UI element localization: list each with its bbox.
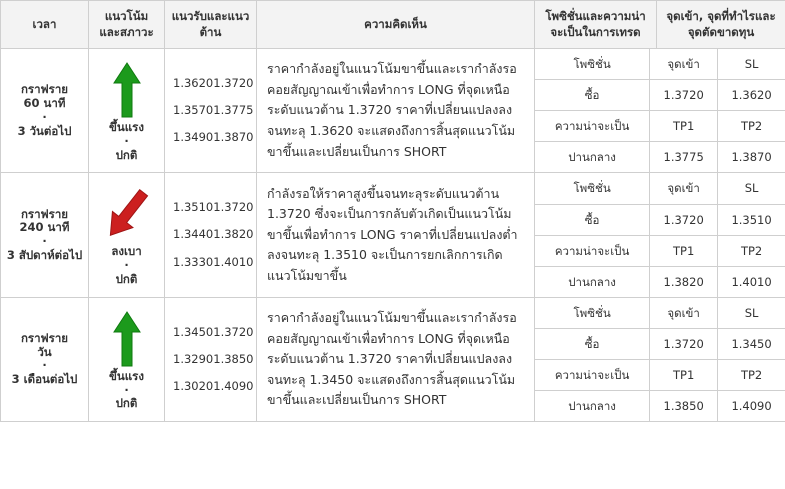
position-label: โพซิชั่น xyxy=(535,49,650,80)
trend-cell xyxy=(89,173,165,297)
probability-value: ปานกลาง xyxy=(535,142,650,173)
sl-value: 1.3450 xyxy=(718,328,785,359)
trend-state: ปกติ xyxy=(115,396,138,411)
probability-value: ปานกลาง xyxy=(535,266,650,297)
timeframe-line: 240 นาที xyxy=(19,220,70,235)
support-value: 1.3020 xyxy=(173,379,214,394)
timeframe-line: วัน xyxy=(37,344,52,359)
support-value: 1.3620 xyxy=(173,75,214,90)
tp2-label: TP2 xyxy=(718,359,785,390)
table-body xyxy=(1,49,785,422)
trend-separator: · xyxy=(124,382,129,397)
header-position: โพซิชั่นและความน่าจะเป็นในการเทรด xyxy=(535,1,657,49)
levels-row xyxy=(173,97,254,124)
header-time: เวลา xyxy=(1,1,89,49)
trend-separator: · xyxy=(124,258,129,273)
up-arrow-icon xyxy=(93,308,160,370)
sl-label: SL xyxy=(718,173,785,204)
signals-cell xyxy=(535,49,785,173)
table-row xyxy=(1,49,785,173)
levels-row xyxy=(173,221,254,248)
entry-label: จุดเข้า xyxy=(650,298,718,329)
table-row xyxy=(1,297,785,421)
tp1-label: TP1 xyxy=(650,235,718,266)
entry-label: จุดเข้า xyxy=(650,173,718,204)
timeframe-cell xyxy=(1,173,89,297)
resistance-value: 1.4010 xyxy=(213,254,254,269)
levels-row xyxy=(173,319,254,346)
sl-label: SL xyxy=(718,298,785,329)
support-value: 1.3450 xyxy=(173,324,214,339)
tp1-label: TP1 xyxy=(650,111,718,142)
trend-state: ปกติ xyxy=(115,271,138,286)
table-header xyxy=(1,1,785,49)
levels-row xyxy=(173,346,254,373)
entry-label: จุดเข้า xyxy=(650,49,718,80)
levels-cell xyxy=(165,49,257,173)
trend-words xyxy=(93,370,160,411)
signals-row xyxy=(535,142,785,173)
entry-value: 1.3720 xyxy=(650,328,718,359)
table-row xyxy=(1,173,785,297)
signals-table xyxy=(535,49,785,172)
resistance-value: 1.3720 xyxy=(213,324,254,339)
levels-cell xyxy=(165,173,257,297)
timeframe-cell xyxy=(1,49,89,173)
comment-cell: ราคากำลังอยู่ในแนวโน้มขาขึ้นและเรากำลังรอคอยสัญญาณเข้าเพื่อทำการ LONG ที่จุดเหนือระดับแนวต้าน 1.3720 ราคาที่เปลี่ยนแปลงลงจนทะลุ 1.3450 จะแสดงถึงการสิ้นสุดแนวโน้มขาขึ้นและเปลี่ยนเป็นการ SHORT xyxy=(257,297,535,421)
trend-cell xyxy=(89,297,165,421)
support-value: 1.3570 xyxy=(173,103,214,118)
signals-row xyxy=(535,359,785,390)
sl-label: SL xyxy=(718,49,785,80)
tp1-value: 1.3775 xyxy=(650,142,718,173)
support-value: 1.3510 xyxy=(173,200,214,215)
signals-row xyxy=(535,235,785,266)
tp2-value: 1.4010 xyxy=(718,266,785,297)
timeframe-line: กราฟราย xyxy=(20,330,69,345)
probability-value: ปานกลาง xyxy=(535,391,650,422)
trend-separator: · xyxy=(124,133,129,148)
signals-table xyxy=(535,173,785,296)
probability-label: ความน่าจะเป็น xyxy=(535,235,650,266)
header-trend: แนวโน้มและสภาวะ xyxy=(89,1,165,49)
signals-row xyxy=(535,391,785,422)
support-value: 1.3290 xyxy=(173,351,214,366)
resistance-value: 1.3820 xyxy=(213,227,254,242)
timeframe-horizon: 3 เดือนต่อไป xyxy=(11,372,78,387)
signals-row xyxy=(535,49,785,80)
signals-row xyxy=(535,173,785,204)
timeframe-line: กราฟราย xyxy=(20,206,69,221)
comment-cell: กำลังรอให้ราคาสูงขึ้นจนทะลุระดับแนวต้าน 1.3720 ซึ่งจะเป็นการกลับตัวเกิดเป็นแนวโน้มขาขึ้นเพื่อทำการ LONG ราคาที่เปลี่ยนแปลงต่ำลงจนทะลุ 1.3510 จะเป็นการยกเลิกการเกิดแนวโน้มขาขึ้น xyxy=(257,173,535,297)
levels-row xyxy=(173,70,254,97)
signals-row xyxy=(535,328,785,359)
support-value: 1.3490 xyxy=(173,130,214,145)
timeframe-separator: · xyxy=(42,109,47,124)
resistance-value: 1.3775 xyxy=(213,103,254,118)
resistance-value: 1.4090 xyxy=(213,379,254,394)
comment-cell: ราคากำลังอยู่ในแนวโน้มขาขึ้นและเรากำลังรอคอยสัญญาณเข้าเพื่อทำการ LONG ที่จุดเหนือระดับแนวต้าน 1.3720 ราคาที่เปลี่ยนแปลงลงจนทะลุ 1.3620 จะแสดงถึงการสิ้นสุดแนวโน้มขาขึ้นและเปลี่ยนเป็นการ SHORT xyxy=(257,49,535,173)
timeframe-line: กราฟราย xyxy=(20,82,69,97)
down-arrow-icon xyxy=(93,183,160,245)
position-value: ซื้อ xyxy=(535,204,650,235)
support-value: 1.3440 xyxy=(173,227,214,242)
trend-words xyxy=(93,245,160,286)
header-levels: แนวรับและแนวต้าน xyxy=(165,1,257,49)
signals-table xyxy=(535,298,785,421)
levels-row xyxy=(173,249,254,276)
signals-row xyxy=(535,80,785,111)
header-entry-tp-sl: จุดเข้า, จุดที่ทำไรและจุดตัดขาดทุน xyxy=(657,1,785,49)
probability-label: ความน่าจะเป็น xyxy=(535,359,650,390)
sl-value: 1.3620 xyxy=(718,80,785,111)
trend-words xyxy=(93,121,160,162)
entry-value: 1.3720 xyxy=(650,80,718,111)
tp2-label: TP2 xyxy=(718,235,785,266)
levels-row xyxy=(173,124,254,151)
position-label: โพซิชั่น xyxy=(535,298,650,329)
levels-cell xyxy=(165,297,257,421)
timeframe-horizon: 3 สัปดาห์ต่อไป xyxy=(6,247,83,262)
resistance-value: 1.3720 xyxy=(213,200,254,215)
header-comment: ความคิดเห็น xyxy=(257,1,535,49)
signals-row xyxy=(535,111,785,142)
position-value: ซื้อ xyxy=(535,328,650,359)
signals-cell xyxy=(535,297,785,421)
trend-cell xyxy=(89,49,165,173)
up-arrow-icon xyxy=(93,59,160,121)
tp2-label: TP2 xyxy=(718,111,785,142)
signals-row xyxy=(535,298,785,329)
signals-row xyxy=(535,204,785,235)
timeframe-cell xyxy=(1,297,89,421)
sl-value: 1.3510 xyxy=(718,204,785,235)
timeframe-line: 60 นาที xyxy=(23,95,66,110)
signals-cell xyxy=(535,173,785,297)
signals-row xyxy=(535,266,785,297)
header-row xyxy=(1,1,785,49)
position-value: ซื้อ xyxy=(535,80,650,111)
support-value: 1.3330 xyxy=(173,254,214,269)
entry-value: 1.3720 xyxy=(650,204,718,235)
resistance-value: 1.3720 xyxy=(213,75,254,90)
probability-label: ความน่าจะเป็น xyxy=(535,111,650,142)
timeframe-horizon: 3 วันต่อไป xyxy=(17,123,72,138)
tp2-value: 1.4090 xyxy=(718,391,785,422)
trend-state: ปกติ xyxy=(115,147,138,162)
position-label: โพซิชั่น xyxy=(535,173,650,204)
levels-row xyxy=(173,373,254,400)
tp2-value: 1.3870 xyxy=(718,142,785,173)
timeframe-separator: · xyxy=(42,358,47,373)
tp1-value: 1.3850 xyxy=(650,391,718,422)
tp1-value: 1.3820 xyxy=(650,266,718,297)
trend-strength: ลงเบา xyxy=(111,244,142,259)
timeframe-separator: · xyxy=(42,234,47,249)
resistance-value: 1.3850 xyxy=(213,351,254,366)
resistance-value: 1.3870 xyxy=(213,130,254,145)
tp1-label: TP1 xyxy=(650,359,718,390)
trend-strength: ขึ้นแรง xyxy=(109,120,144,135)
levels-row xyxy=(173,194,254,221)
trend-strength: ขึ้นแรง xyxy=(109,368,144,383)
